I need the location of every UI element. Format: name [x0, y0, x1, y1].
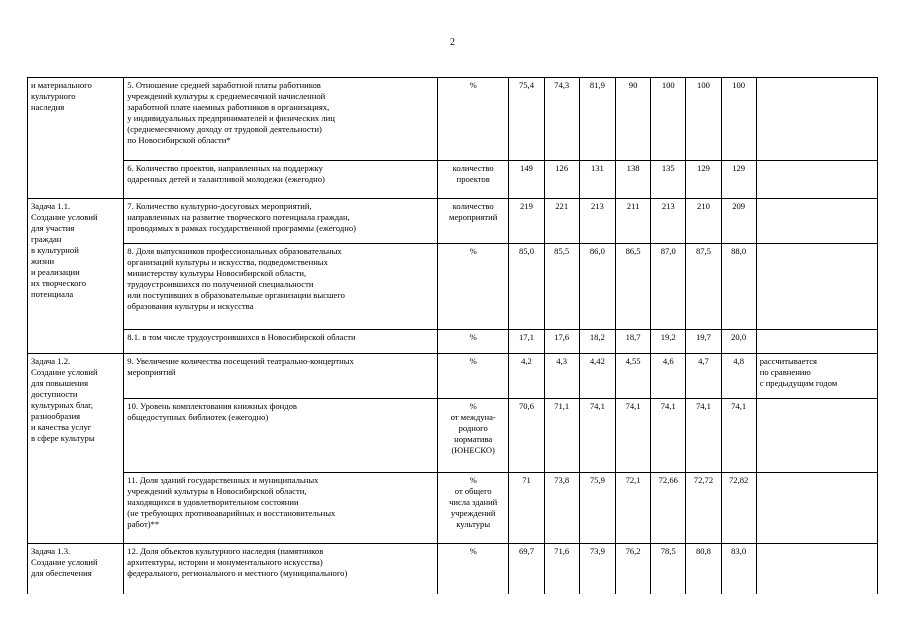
value-cell: 100: [721, 78, 756, 161]
unit-cell: % от общего числа зданий учреждений культуры: [437, 473, 508, 544]
indicators-table: [27, 77, 878, 594]
value-cell: 210: [686, 199, 721, 244]
indicator-cell: 6. Количество проектов, направленных на поддержку одаренных детей и талантливой молодежи (ежегодно): [124, 161, 438, 199]
value-cell: 78,5: [651, 544, 686, 594]
value-cell: 4,6: [651, 354, 686, 399]
unit-cell: %: [437, 244, 508, 330]
note-cell: [756, 78, 877, 161]
task-cell: и материального культурного наследия: [28, 78, 124, 199]
indicator-cell: 7. Количество культурно-досуговых мероприятий, направленных на развитие творческого потенциала граждан, проводимых в рамках государственной программы (ежегодно): [124, 199, 438, 244]
value-cell: 100: [651, 78, 686, 161]
indicator-cell: 5. Отношение средней заработной платы работников учреждений культуры к среднемесячной начисленной заработной плате наемных работников в организациях, у индивидуальных предпринимателей и физических лиц (среднемесячному доходу от трудовой деятельности) по Новосибирской области*: [124, 78, 438, 161]
value-cell: 211: [616, 199, 651, 244]
value-cell: 73,9: [579, 544, 615, 594]
value-cell: 72,1: [616, 473, 651, 544]
value-cell: 71,6: [544, 544, 579, 594]
value-cell: 209: [721, 199, 756, 244]
value-cell: 71: [509, 473, 544, 544]
value-cell: 76,2: [616, 544, 651, 594]
value-cell: 74,1: [579, 399, 615, 473]
value-cell: 72,66: [651, 473, 686, 544]
indicator-cell: 8. Доля выпускников профессиональных образовательных организаций культуры и искусства, подведомственных министерству культуры Новосибирской области, трудоустроившихся по полученной специальности или поступивших в образовательные организации высшего образования культуры и искусства: [124, 244, 438, 330]
value-cell: 213: [579, 199, 615, 244]
value-cell: 74,1: [686, 399, 721, 473]
value-cell: 86,0: [579, 244, 615, 330]
page-number: 2: [450, 37, 455, 48]
table-row: [28, 399, 878, 473]
unit-cell: %: [437, 354, 508, 399]
value-cell: 74,1: [721, 399, 756, 473]
value-cell: 4,3: [544, 354, 579, 399]
task-cell: Задача 1.2. Создание условий для повышения доступности культурных благ, разнообразия и качества услуг в сфере культуры: [28, 354, 124, 544]
value-cell: 126: [544, 161, 579, 199]
value-cell: 131: [579, 161, 615, 199]
value-cell: 100: [686, 78, 721, 161]
value-cell: 70,6: [509, 399, 544, 473]
value-cell: 19,2: [651, 330, 686, 354]
table-row: [28, 161, 878, 199]
table-row: [28, 330, 878, 354]
table-row: [28, 473, 878, 544]
note-cell: [756, 473, 877, 544]
table-row: [28, 199, 878, 244]
value-cell: 221: [544, 199, 579, 244]
value-cell: 149: [509, 161, 544, 199]
value-cell: 88,0: [721, 244, 756, 330]
note-cell: [756, 161, 877, 199]
value-cell: 73,8: [544, 473, 579, 544]
value-cell: 138: [616, 161, 651, 199]
value-cell: 20,0: [721, 330, 756, 354]
note-cell: [756, 399, 877, 473]
value-cell: 72,82: [721, 473, 756, 544]
value-cell: 75,4: [509, 78, 544, 161]
table-row: [28, 544, 878, 594]
indicator-cell: 12. Доля объектов культурного наследия (памятников архитектуры, истории и монументального искусства) федерального, регионального и местного (муниципального): [124, 544, 438, 594]
value-cell: 17,1: [509, 330, 544, 354]
unit-cell: количество проектов: [437, 161, 508, 199]
value-cell: 18,7: [616, 330, 651, 354]
table-row: [28, 354, 878, 399]
value-cell: 72,72: [686, 473, 721, 544]
value-cell: 135: [651, 161, 686, 199]
value-cell: 4,42: [579, 354, 615, 399]
value-cell: 213: [651, 199, 686, 244]
value-cell: 4,2: [509, 354, 544, 399]
value-cell: 71,1: [544, 399, 579, 473]
value-cell: 85,0: [509, 244, 544, 330]
note-cell: [756, 199, 877, 244]
value-cell: 129: [721, 161, 756, 199]
value-cell: 18,2: [579, 330, 615, 354]
indicator-cell: 9. Увеличение количества посещений театрально-концертных мероприятий: [124, 354, 438, 399]
value-cell: 69,7: [509, 544, 544, 594]
table-row: [28, 244, 878, 330]
value-cell: 74,3: [544, 78, 579, 161]
value-cell: 74,1: [616, 399, 651, 473]
value-cell: 90: [616, 78, 651, 161]
unit-cell: %: [437, 544, 508, 594]
value-cell: 74,1: [651, 399, 686, 473]
value-cell: 19,7: [686, 330, 721, 354]
value-cell: 86,5: [616, 244, 651, 330]
value-cell: 129: [686, 161, 721, 199]
value-cell: 83,0: [721, 544, 756, 594]
unit-cell: %: [437, 78, 508, 161]
value-cell: 219: [509, 199, 544, 244]
indicator-cell: 11. Доля зданий государственных и муниципальных учреждений культуры в Новосибирской области, находящихся в удовлетворительном состоянии (не требующих противоаварийных и восстановительных работ)**: [124, 473, 438, 544]
unit-cell: количество мероприятий: [437, 199, 508, 244]
value-cell: 80,8: [686, 544, 721, 594]
value-cell: 4,55: [616, 354, 651, 399]
value-cell: 81,9: [579, 78, 615, 161]
value-cell: 4,8: [721, 354, 756, 399]
task-cell: Задача 1.1. Создание условий для участия граждан в культурной жизни и реализации их творческого потенциала: [28, 199, 124, 354]
indicator-cell: 8.1. в том числе трудоустроившихся в Новосибирской области: [124, 330, 438, 354]
value-cell: 75,9: [579, 473, 615, 544]
value-cell: 87,5: [686, 244, 721, 330]
note-cell: [756, 544, 877, 594]
indicator-cell: 10. Уровень комплектования книжных фондов общедоступных библиотек (ежегодно): [124, 399, 438, 473]
unit-cell: %: [437, 330, 508, 354]
task-cell: Задача 1.3. Создание условий для обеспечения: [28, 544, 124, 594]
value-cell: 17,6: [544, 330, 579, 354]
table-row: [28, 78, 878, 161]
note-cell: рассчитывается по сравнению с предыдущим годом: [756, 354, 877, 399]
note-cell: [756, 244, 877, 330]
value-cell: 85,5: [544, 244, 579, 330]
unit-cell: % от междуна- родного норматива (ЮНЕСКО): [437, 399, 508, 473]
note-cell: [756, 330, 877, 354]
value-cell: 4,7: [686, 354, 721, 399]
value-cell: 87,0: [651, 244, 686, 330]
